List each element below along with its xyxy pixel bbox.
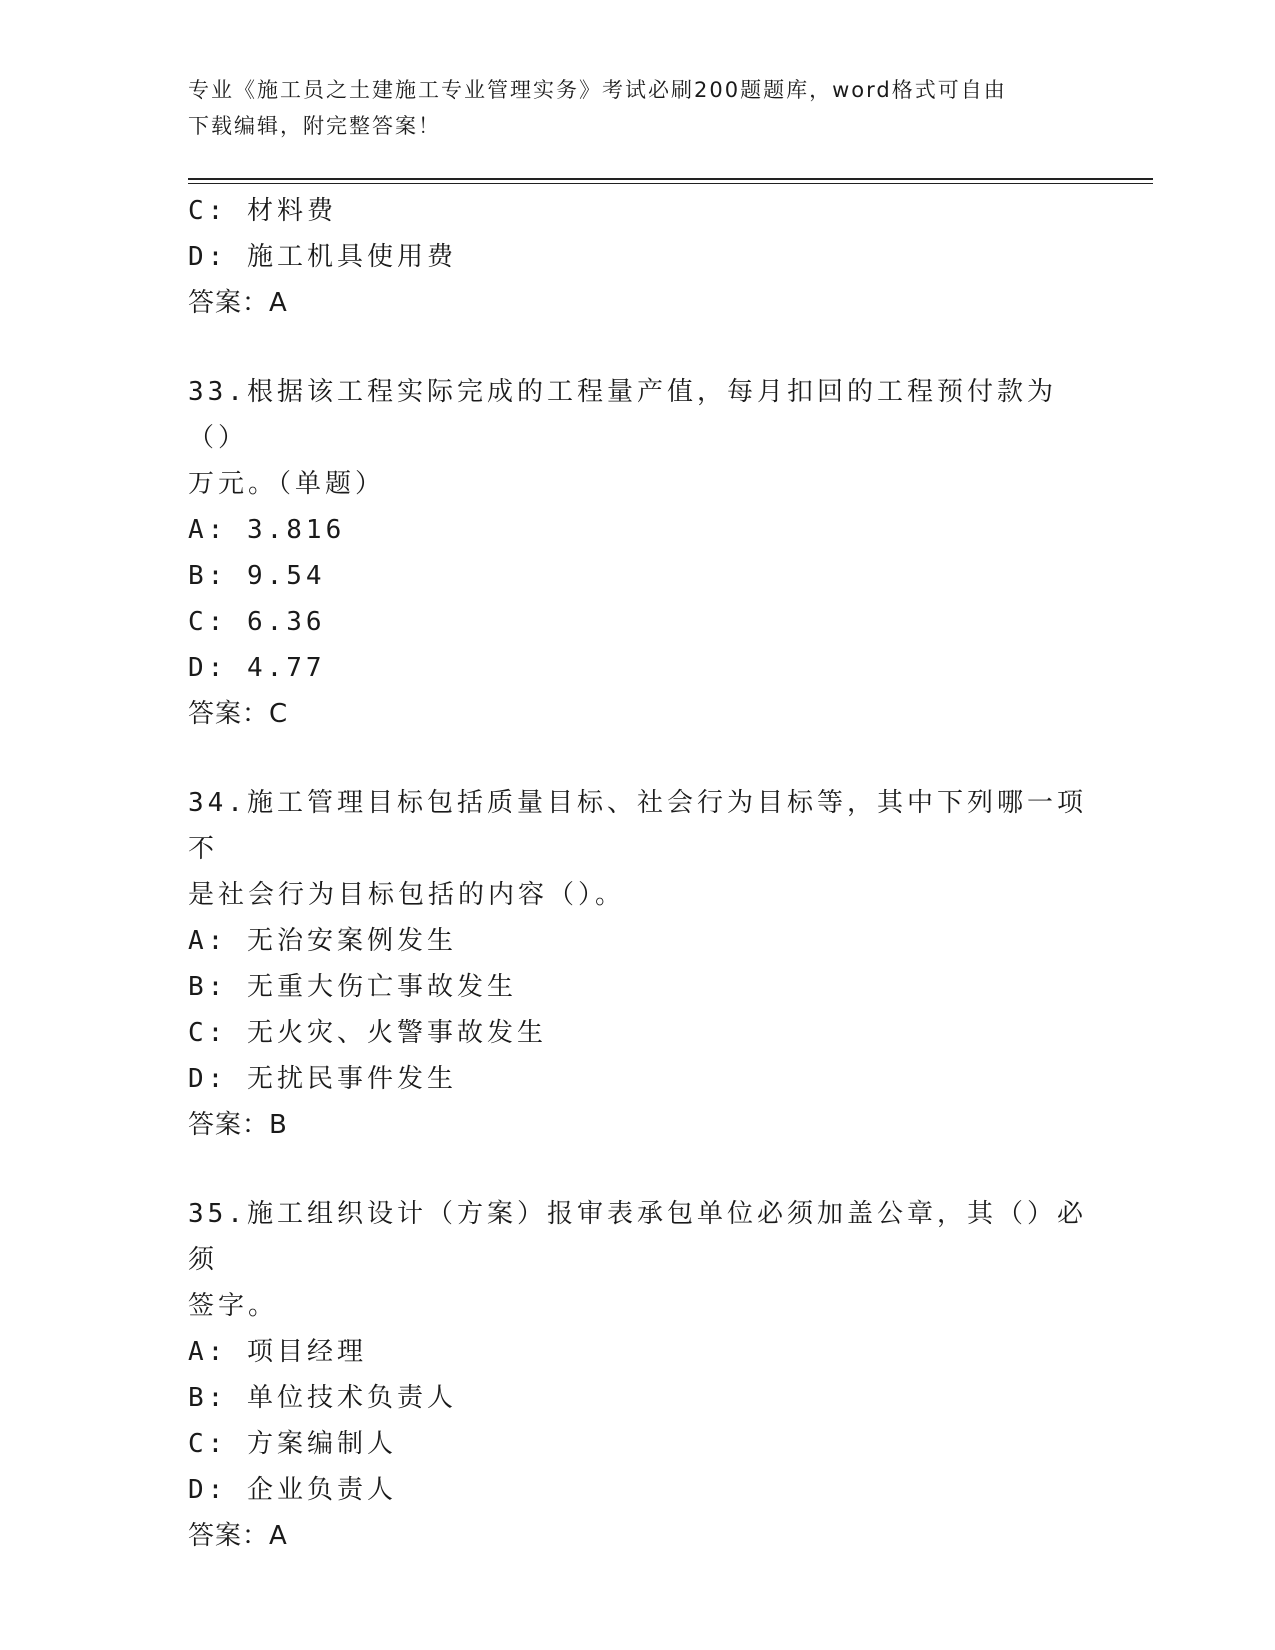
header-title-line-1: 专业《施工员之土建施工专业管理实务》考试必刷200题题库，word格式可自由 [188, 78, 1007, 102]
question-stem-line-1: 33.根据该工程实际完成的工程量产值，每月扣回的工程预付款为（） [188, 377, 1057, 453]
option-d: D: 无扰民事件发生 [188, 1064, 457, 1094]
spacer [188, 1148, 1088, 1191]
option-b: B: 单位技术负责人 [188, 1383, 457, 1413]
option-b: B: 无重大伤亡事故发生 [188, 972, 517, 1002]
option-a: A: 项目经理 [188, 1337, 367, 1367]
question-stem-line-2: 是社会行为目标包括的内容（）。 [188, 880, 626, 910]
answer: 答案：B [188, 1110, 288, 1140]
question-stem-line-2: 万元。（单题） [188, 469, 386, 499]
page-header [188, 72, 1088, 144]
option-d: D: 4.77 [188, 653, 326, 683]
option-d: D: 施工机具使用费 [188, 242, 457, 272]
header-divider-thin [188, 183, 1153, 184]
spacer [188, 737, 1088, 780]
question-stem-line-1: 34.施工管理目标包括质量目标、社会行为目标等，其中下列哪一项不 [188, 788, 1087, 864]
option-c: C: 6.36 [188, 607, 326, 637]
option-d: D: 企业负责人 [188, 1475, 397, 1505]
option-c: C: 方案编制人 [188, 1429, 397, 1459]
option-a: A: 3.816 [188, 515, 346, 545]
answer: 答案：C [188, 699, 289, 729]
question-stem-line-2: 签字。 [188, 1291, 279, 1321]
spacer [188, 326, 1088, 369]
question-35 [188, 1191, 1088, 1559]
answer: 答案：A [188, 288, 288, 318]
header-title-line-2: 下载编辑，附完整答案！ [188, 114, 441, 138]
document-body [188, 188, 1088, 1559]
option-a: A: 无治安案例发生 [188, 926, 457, 956]
header-divider-thick [188, 178, 1153, 180]
question-34 [188, 780, 1088, 1148]
question-33 [188, 369, 1088, 737]
question-32-continued [188, 188, 1088, 326]
option-b: B: 9.54 [188, 561, 326, 591]
answer: 答案：A [188, 1521, 288, 1551]
option-c: C: 材料费 [188, 196, 337, 226]
option-c: C: 无火灾、火警事故发生 [188, 1018, 547, 1048]
question-stem-line-1: 35.施工组织设计（方案）报审表承包单位必须加盖公章，其（）必须 [188, 1199, 1087, 1275]
